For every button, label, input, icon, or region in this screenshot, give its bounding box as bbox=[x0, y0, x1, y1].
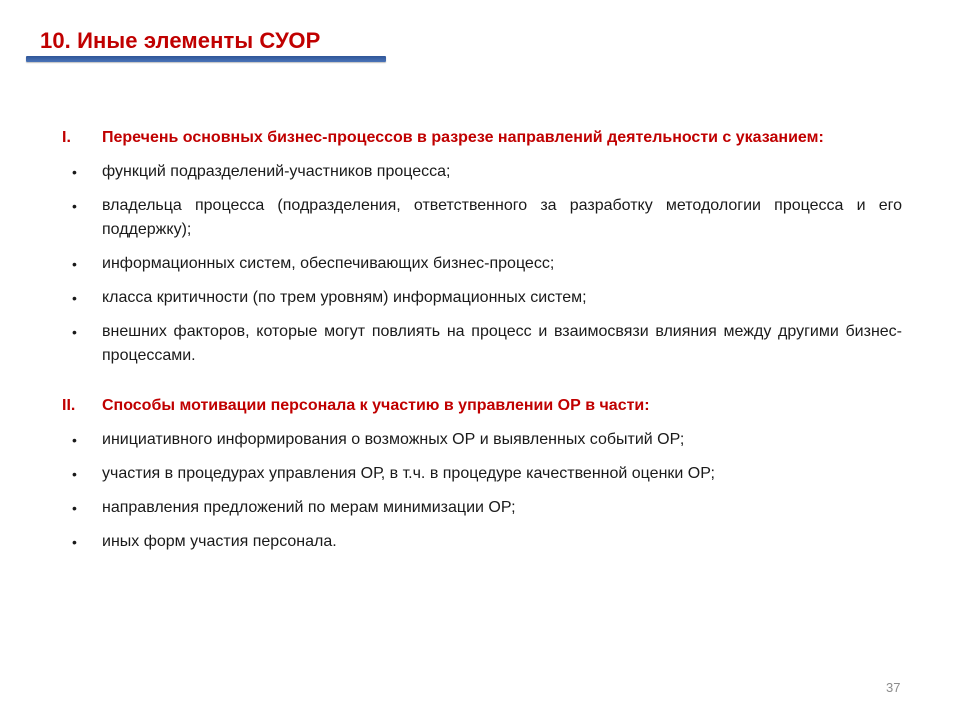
bullet-icon: • bbox=[72, 164, 77, 180]
list-item bbox=[62, 320, 902, 368]
bullet-icon: • bbox=[72, 256, 77, 272]
bullet-icon: • bbox=[72, 324, 77, 340]
list-item bbox=[62, 286, 902, 310]
section-2 bbox=[62, 394, 902, 554]
section-heading bbox=[62, 126, 902, 150]
list-item bbox=[62, 194, 902, 242]
list-item bbox=[62, 462, 902, 486]
section-numeral: II. bbox=[62, 397, 76, 414]
list-item-text: функций подразделений-участников процесса; bbox=[102, 163, 451, 180]
section-heading bbox=[62, 394, 902, 418]
list-item-text: иных форм участия персонала. bbox=[102, 533, 337, 550]
list-item-text: владельца процесса (подразделения, ответственного за разработку методологии процесса и его поддержку); bbox=[102, 197, 902, 238]
page-number: 37 bbox=[886, 680, 901, 695]
list-item-text: направления предложений по мерам минимизации ОР; bbox=[102, 499, 516, 516]
bullet-icon: • bbox=[72, 198, 77, 214]
slide-content bbox=[62, 126, 902, 554]
bullet-icon: • bbox=[72, 500, 77, 516]
bullet-icon: • bbox=[72, 290, 77, 306]
bullet-icon: • bbox=[72, 534, 77, 550]
list-item-text: участия в процедурах управления ОР, в т.ч. в процедуре качественной оценки ОР; bbox=[102, 465, 715, 482]
section-numeral: I. bbox=[62, 129, 71, 146]
list-item bbox=[62, 496, 902, 520]
bullet-icon: • bbox=[72, 466, 77, 482]
list-item-text: информационных систем, обеспечивающих бизнес-процесс; bbox=[102, 255, 555, 272]
section-1 bbox=[62, 126, 902, 368]
section-heading-text: Способы мотивации персонала к участию в управлении ОР в части: bbox=[102, 397, 650, 414]
bullet-list bbox=[62, 160, 902, 368]
list-item bbox=[62, 428, 902, 452]
title-underline bbox=[26, 56, 386, 62]
list-item bbox=[62, 252, 902, 276]
list-item-text: инициативного информирования о возможных ОР и выявленных событий ОР; bbox=[102, 431, 685, 448]
bullet-icon: • bbox=[72, 432, 77, 448]
slide-title: 10. Иные элементы СУОР bbox=[40, 28, 321, 53]
bullet-list bbox=[62, 428, 902, 554]
list-item-text: внешних факторов, которые могут повлиять на процесс и взаимосвязи влияния между другими бизнес-процессами. bbox=[102, 323, 902, 364]
list-item bbox=[62, 530, 902, 554]
section-heading-text: Перечень основных бизнес-процессов в разрезе направлений деятельности с указанием: bbox=[102, 129, 824, 146]
list-item bbox=[62, 160, 902, 184]
list-item-text: класса критичности (по трем уровням) информационных систем; bbox=[102, 289, 587, 306]
